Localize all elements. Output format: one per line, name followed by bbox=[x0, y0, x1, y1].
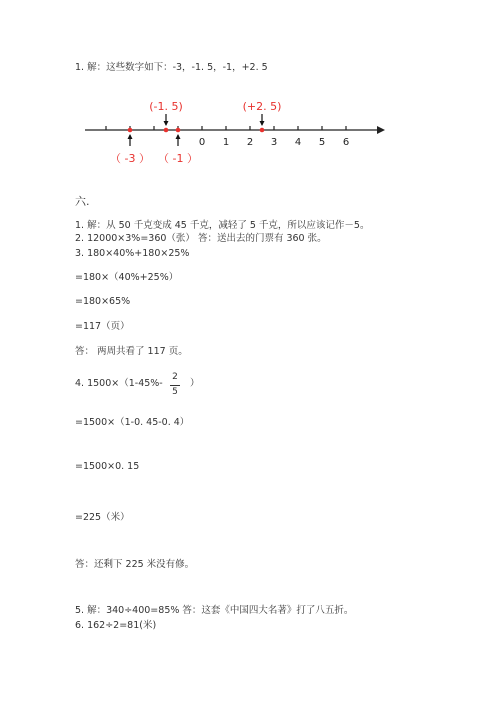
answer-6-4-step3: =225（米） bbox=[75, 512, 130, 523]
answer-6-2: 2. 12000×3%=360（张） 答：送出去的门票有 360 张。 bbox=[75, 233, 327, 244]
point-label: (-1. 5) bbox=[149, 100, 183, 113]
number-line bbox=[80, 90, 390, 180]
answer-6-4-prefix: 4. 1500×（1-45%- bbox=[75, 378, 163, 389]
fraction-bar bbox=[170, 385, 180, 386]
point-marker bbox=[164, 128, 169, 133]
answer-6-3-step1: =180×（40%+25%） bbox=[75, 272, 179, 283]
tick-label: 3 bbox=[270, 137, 278, 148]
tick-label: 4 bbox=[294, 137, 302, 148]
answer-6-4-step1: =1500×（1-0. 45-0. 4） bbox=[75, 417, 190, 428]
point-label: （ -3 ） bbox=[110, 152, 150, 165]
answer-6-4-reply: 答：还剩下 225 米没有修。 bbox=[75, 559, 195, 570]
answer-6-3-step2: =180×65% bbox=[75, 296, 131, 307]
answer-6-4 bbox=[75, 378, 163, 390]
tick-label: 0 bbox=[198, 137, 206, 148]
tick-label: 5 bbox=[318, 137, 326, 148]
answer-5-1: 1. 解：这些数字如下：-3，-1. 5，-1，+2. 5 bbox=[75, 62, 268, 73]
answer-6-3: 3. 180×40%+180×25% bbox=[75, 248, 190, 259]
tick-label: 1 bbox=[222, 137, 230, 148]
tick-label: 6 bbox=[342, 137, 350, 148]
point-arrow-head bbox=[260, 121, 265, 126]
answer-6-3-step3: =117（页） bbox=[75, 321, 130, 332]
point-arrow-head bbox=[176, 134, 181, 139]
point-marker bbox=[260, 128, 265, 133]
point-label: (+2. 5) bbox=[242, 100, 282, 113]
answer-6-3-reply: 答： 两周共看了 117 页。 bbox=[75, 346, 188, 357]
point-marker bbox=[176, 128, 181, 133]
number-line-arrow bbox=[377, 126, 385, 134]
fraction-denominator: 5 bbox=[172, 387, 178, 397]
answer-6-4-suffix: ） bbox=[190, 378, 200, 389]
point-arrow-head bbox=[164, 121, 169, 126]
answer-6-5: 5. 解：340÷400=85% 答：这套《中国四大名著》打了八五折。 bbox=[75, 605, 354, 616]
section-6-heading: 六. bbox=[75, 195, 90, 208]
answer-6-1: 1. 解：从 50 千克变成 45 千克，减轻了 5 千克，所以应该记作－5。 bbox=[75, 220, 370, 231]
tick-label: 2 bbox=[246, 137, 254, 148]
fraction-numerator: 2 bbox=[172, 372, 178, 382]
point-label: （ -1 ） bbox=[158, 152, 198, 165]
point-marker bbox=[128, 128, 133, 133]
point-arrow-head bbox=[128, 134, 133, 139]
answer-6-6: 6. 162÷2=81(米) bbox=[75, 620, 157, 631]
answer-6-4-step2: =1500×0. 15 bbox=[75, 461, 140, 472]
